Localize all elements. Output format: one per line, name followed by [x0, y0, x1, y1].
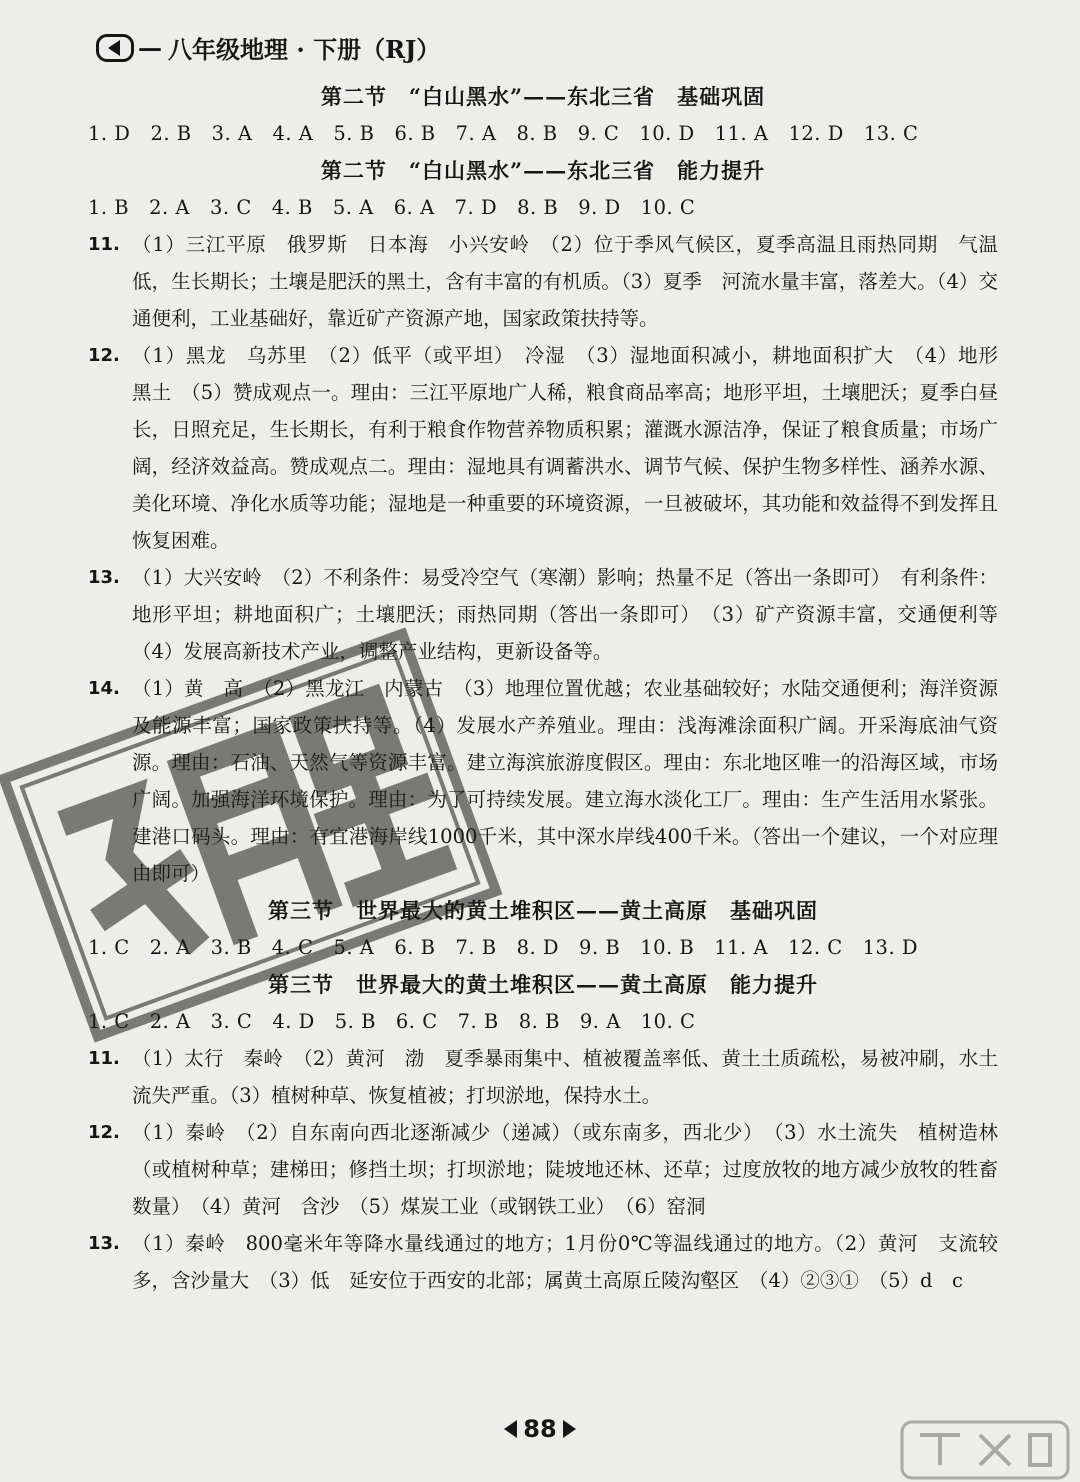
question-number: 11. [88, 1048, 120, 1069]
question-answer: （1）黄 高 （2）黑龙江 内蒙古 （3）地理位置优越；农业基础较好；水陆交通便利；海洋资源及能源丰富；国家政策扶持等。（4）发展水产养殖业。理由：浅海滩涂面积广阔。开采海底油气资源。理由：石油、天然气等资源丰富。建立海滨旅游度假区。理由：东北地区唯一的沿海区域，市场广阔。加强海洋环境保护。理由：为了可持续发展。建立海水淡化工厂。理由：生产生活用水紧张。建港口码头。理由：有宜港海岸线1000千米，其中深水岸线400千米。（答出一个建议，一个对应理由即可） [132, 677, 998, 885]
question-number: 11. [88, 234, 120, 255]
question-number: 13. [88, 567, 120, 588]
choice-answers: 1. D 2. B 3. A 4. A 5. B 6. B 7. A 8. B 9. C 10. D 11. A 12. D 13. C [88, 122, 919, 145]
question-answer: （1）大兴安岭 （2）不利条件：易受冷空气（寒潮）影响；热量不足（答出一条即可） 有利条件：地形平坦；耕地面积广；土壤肥沃；雨热同期（答出一条即可） （3）矿产资源丰富，交通便利等 （4）发展高新技术产业，调整产业结构，更新设备等。 [132, 566, 1018, 663]
question-item [88, 337, 1018, 559]
answer-content [88, 78, 1018, 1299]
question-item [88, 1040, 998, 1114]
question-item [88, 1114, 998, 1225]
prev-page-icon [504, 1420, 517, 1438]
section-title: 第三节 世界最大的黄土堆积区——黄土高原 基础巩固 [268, 898, 818, 923]
choice-answers: 1. B 2. A 3. C 4. B 5. A 6. A 7. D 8. B 9. D 10. C [88, 196, 696, 219]
question-number: 12. [88, 345, 120, 366]
choice-answers: 1. C 2. A 3. C 4. D 5. B 6. C 7. B 8. B 9. A 10. C [88, 1010, 696, 1033]
back-arrow-icon [96, 34, 134, 62]
section-title: 第三节 世界最大的黄土堆积区——黄土高原 能力提升 [268, 972, 818, 997]
question-answer: （1）秦岭 800毫米年等降水量线通过的地方；1月份0℃等温线通过的地方。（2）黄河 支流较多，含沙量大 （3）低 延安位于西安的北部；属黄土高原丘陵沟壑区 （4）②③① （5）d c [132, 1232, 998, 1292]
page-header [96, 30, 440, 65]
question-answer: （1）三江平原 俄罗斯 日本海 小兴安岭 （2）位于季风气候区，夏季高温且雨热同期 气温低，生长期长；土壤是肥沃的黑土，含有丰富的有机质。（3）夏季 河流水量丰富，落差大。（4）交通便利，工业基础好，靠近矿产资源产地，国家政策扶持等。 [132, 233, 998, 330]
question-number: 14. [88, 678, 120, 699]
choice-answers: 1. C 2. A 3. B 4. C 5. A 6. B 7. B 8. D 9. B 10. B 11. A 12. C 13. D [88, 936, 918, 959]
question-answer: （1）黑龙 乌苏里 （2）低平（或平坦） 冷湿 （3）湿地面积减小，耕地面积扩大 （4）地形 黑土 （5）赞成观点一。理由：三江平原地广人稀，粮食商品率高；地形平坦，土壤肥沃；夏季白昼长，日照充足，生长期长，有利于粮食作物营养物质积累；灌溉水源洁净，保证了粮食质量；市场广阔，经济效益高。赞成观点二。理由：湿地具有调蓄洪水、调节气候、保护生物多样性、涵养水源、美化环境、净化水质等功能；湿地是一种重要的环境资源，一旦被破坏，其功能和效益得不到发挥且恢复困难。 [132, 344, 1018, 552]
question-answer: （1）太行 秦岭 （2）黄河 渤 夏季暴雨集中、植被覆盖率低、黄土土质疏松，易被冲刷，水土流失严重。（3）植树种草、恢复植被；打坝淤地，保持水土。 [132, 1047, 998, 1107]
question-item [88, 226, 998, 337]
section-title: 第二节 “白山黑水”——东北三省 能力提升 [320, 158, 766, 183]
question-answer: （1）秦岭 （2）自东南向西北逐渐减少（递减）（或东南多，西北少） （3）水土流失 植树造林（或植树种草；建梯田；修挡土坝；打坝淤地；陡坡地还林、还草；过度放牧的地方减少放牧的牲畜数量） （4）黄河 含沙 （5）煤炭工业（或钢铁工业） （6）窑洞 [132, 1121, 998, 1218]
next-page-icon [563, 1420, 576, 1438]
header-title: 八年级地理 · 下册（RJ） [168, 35, 441, 64]
question-item [88, 559, 1018, 670]
section-title: 第二节 “白山黑水”——东北三省 基础巩固 [320, 84, 766, 109]
page-number: 88 [523, 1415, 557, 1443]
question-item [88, 1225, 998, 1299]
page-footer [0, 1415, 1080, 1443]
header-dash: — [138, 33, 162, 62]
question-number: 13. [88, 1233, 120, 1254]
question-number: 12. [88, 1122, 120, 1143]
